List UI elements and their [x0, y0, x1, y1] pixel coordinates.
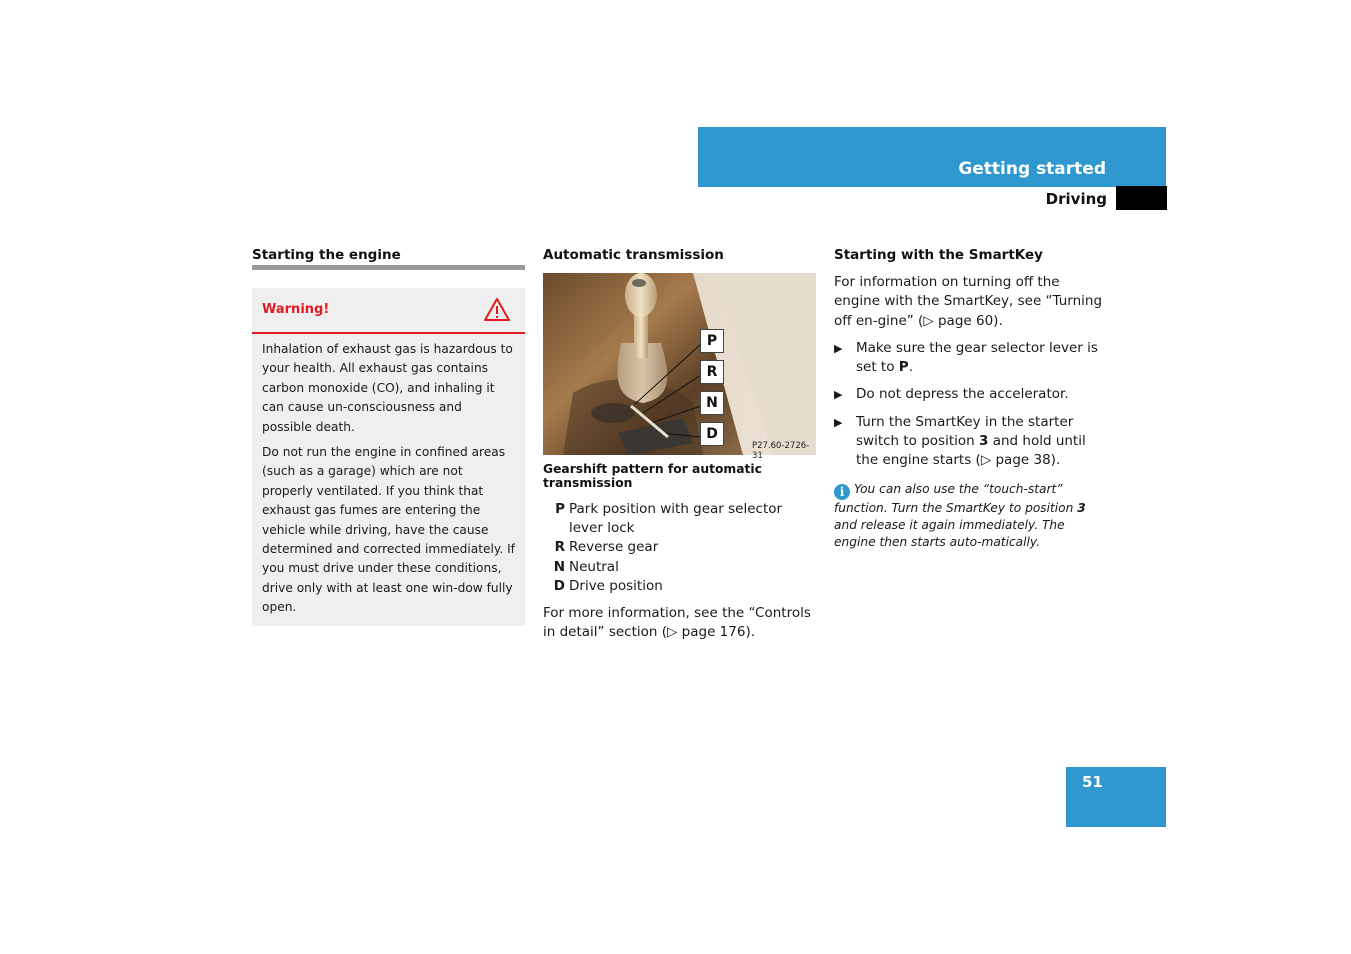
- bullet-arrow-icon: ▶: [834, 341, 843, 355]
- column-starting-engine: [252, 245, 525, 626]
- list-item: [543, 538, 816, 557]
- gear-label-R: R: [700, 360, 724, 384]
- warning-box: [252, 288, 525, 626]
- info-icon: i: [834, 484, 850, 500]
- gear-description: Drive position: [569, 577, 663, 594]
- warning-paragraph: Do not run the engine in confined areas (such as a garage) which are not properly ventilated. If you think that exhaust gas fumes are entering the vehicle while driving, have the cause determined and corrected immediately. If you must drive under these conditions, drive only with at least one win-dow fully open.: [262, 445, 515, 615]
- heading-starting-engine: Starting the engine: [252, 247, 401, 263]
- gear-letter: N: [553, 558, 565, 575]
- photo-id: P27.60-2726-31: [752, 441, 810, 461]
- gear-description: Reverse gear: [569, 539, 659, 556]
- bullet-arrow-icon: ▶: [834, 415, 843, 429]
- gearshift-illustration: [543, 273, 816, 455]
- gear-label-N: N: [700, 391, 724, 415]
- instruction-text: Make sure the gear selector lever is set to P.: [856, 339, 1098, 376]
- gear-label-D: D: [700, 422, 724, 446]
- gear-letter: P: [555, 501, 565, 517]
- gear-description: Park position with gear selector lever lock: [569, 501, 783, 537]
- list-item: [834, 413, 1106, 471]
- page-number-band: [1066, 767, 1166, 827]
- warning-header: [252, 288, 525, 334]
- bullet-arrow-icon: ▶: [834, 388, 843, 402]
- subsection-marker: [1116, 186, 1167, 210]
- info-note: i You can also use the “touch-start” function. Turn the SmartKey to position 3 and release it again immediately. The engine then starts auto-matically.: [834, 481, 1086, 549]
- list-item: [834, 339, 1106, 378]
- more-info-text: For more information, see the “Controls in detail” section (▷ page 176).: [543, 605, 811, 641]
- column-automatic-transmission: [543, 245, 816, 643]
- intro-text: For information on turning off the engine with the SmartKey, see “Turning off en-gine” (▷ page 60).: [834, 274, 1103, 329]
- page-number: 51: [1082, 773, 1103, 791]
- list-item: [834, 385, 1106, 404]
- instruction-text: Turn the SmartKey in the starter switch to position 3 and hold until the engine starts (▷ page 38).: [856, 413, 1086, 469]
- section-title: Getting started: [958, 159, 1106, 179]
- warning-label: Warning!: [262, 302, 330, 317]
- heading-automatic-transmission: Automatic transmission: [543, 247, 724, 263]
- heading-smartkey: Starting with the SmartKey: [834, 247, 1043, 263]
- gearshift-photo: [543, 273, 816, 461]
- gear-label-P: P: [700, 329, 724, 353]
- gear-list: [543, 500, 816, 596]
- list-item: [543, 558, 816, 577]
- warning-triangle-icon: [483, 297, 511, 322]
- heading-rule: [252, 265, 525, 270]
- instruction-list: [834, 339, 1106, 471]
- subsection-title: Driving: [1045, 190, 1107, 208]
- list-item: [543, 500, 816, 538]
- header-band: [698, 127, 1166, 187]
- gear-description: Neutral: [569, 558, 619, 575]
- gear-letter: D: [553, 577, 565, 594]
- column-smartkey: [834, 245, 1106, 551]
- figure-caption: Gearshift pattern for automatic transmission: [543, 462, 762, 490]
- gear-letter: R: [554, 539, 565, 556]
- warning-paragraph: Inhalation of exhaust gas is hazardous to your health. All exhaust gas contains carbon monoxide (CO), and inhaling it can cause un-consciousness and possible death.: [262, 342, 513, 434]
- list-item: [543, 577, 816, 596]
- instruction-text: Do not depress the accelerator.: [856, 386, 1069, 403]
